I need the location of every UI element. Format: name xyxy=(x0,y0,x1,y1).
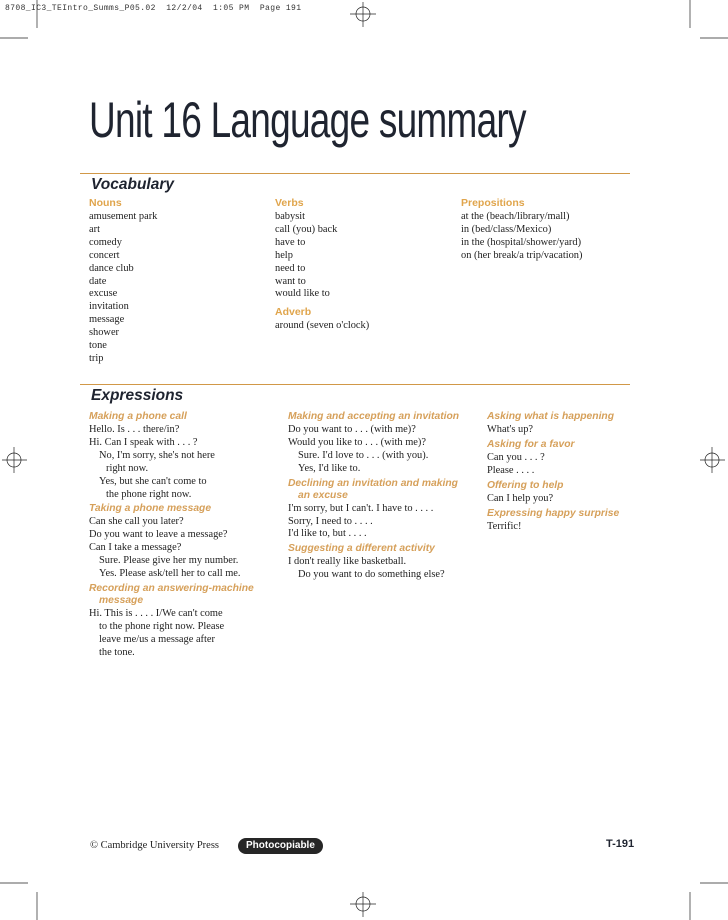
expression-line: the tone. xyxy=(99,646,135,658)
expression-line: Do you want to leave a message? xyxy=(89,529,228,541)
expression-line: the phone right now. xyxy=(106,488,192,500)
verb-item: would like to xyxy=(275,288,330,300)
expression-line: Terrific! xyxy=(487,520,522,532)
photocopiable-badge: Photocopiable xyxy=(238,838,323,854)
preposition-item: on (her break/a trip/vacation) xyxy=(461,249,583,261)
expressions-column-1 xyxy=(89,409,279,660)
verb-item: call (you) back xyxy=(275,223,338,235)
expression-line: Can I take a message? xyxy=(89,542,182,554)
surprise-heading: Expressing happy surprise xyxy=(487,507,620,519)
declining-heading: Declining an invitation and making xyxy=(288,477,458,489)
noun-item: excuse xyxy=(89,288,118,300)
noun-item: message xyxy=(89,314,125,326)
expression-line: Hi. Can I speak with . . . ? xyxy=(89,436,198,448)
expression-line: Can I help you? xyxy=(487,492,554,504)
expression-line: to the phone right now. Please xyxy=(99,620,225,632)
adverb-item: around (seven o'clock) xyxy=(275,320,370,332)
phone-call-heading: Making a phone call xyxy=(89,411,187,422)
prepositions-label: Prepositions xyxy=(461,197,525,209)
preposition-item: at the (beach/library/mall) xyxy=(461,211,570,222)
expression-line: Hi. This is . . . . I/We can't come xyxy=(89,607,223,619)
expression-line: Do you want to . . . (with me)? xyxy=(288,424,416,435)
expression-line: I'd like to, but . . . . xyxy=(288,528,367,540)
invitation-heading: Making and accepting an invitation xyxy=(288,411,460,422)
help-heading: Offering to help xyxy=(487,479,564,491)
adverb-label: Adverb xyxy=(275,306,312,319)
noun-item: shower xyxy=(89,327,120,339)
noun-item: amusement park xyxy=(89,211,158,222)
phone-message-heading: Taking a phone message xyxy=(89,503,212,515)
expression-line: Yes. Please ask/tell her to call me. xyxy=(99,568,241,580)
verb-item: help xyxy=(275,249,293,261)
expression-line: No, I'm sorry, she's not here xyxy=(99,449,215,461)
asking-heading: Asking what is happening xyxy=(487,411,615,422)
expression-line: Can she call you later? xyxy=(89,516,184,528)
recording-heading: Recording an answering-machine xyxy=(89,582,254,594)
expression-line: What's up? xyxy=(487,424,534,435)
expression-line: Hello. Is . . . there/in? xyxy=(89,424,180,435)
verb-item: need to xyxy=(275,262,306,274)
noun-item: date xyxy=(89,275,107,287)
expression-line: Yes, I'd like to. xyxy=(298,462,361,474)
expression-line: leave me/us a message after xyxy=(99,633,215,645)
prepositions-column xyxy=(461,196,631,263)
noun-item: tone xyxy=(89,340,107,352)
expression-line: Sure. Please give her my number. xyxy=(99,555,239,567)
expression-line: Please . . . . xyxy=(487,464,535,476)
expressions-column-2 xyxy=(288,409,478,582)
noun-item: invitation xyxy=(89,301,129,313)
expression-line: Sure. I'd love to . . . (with you). xyxy=(298,449,429,461)
expression-line: Would you like to . . . (with me)? xyxy=(288,436,426,448)
vocabulary-heading: Vocabulary xyxy=(91,176,174,193)
declining-heading-cont: an excuse xyxy=(298,489,348,501)
favor-heading: Asking for a favor xyxy=(487,438,575,450)
expression-line: I'm sorry, but I can't. I have to . . . . xyxy=(288,502,434,514)
expression-line: Can you . . . ? xyxy=(487,451,545,463)
expression-line: Sorry, I need to . . . . xyxy=(288,515,373,527)
page-title: Unit 16 Language summary xyxy=(89,92,526,148)
suggesting-heading: Suggesting a different activity xyxy=(288,543,435,555)
section-rule xyxy=(80,173,630,174)
verb-item: babysit xyxy=(275,211,306,222)
noun-item: art xyxy=(89,223,100,235)
verb-item: want to xyxy=(275,275,306,287)
noun-item: trip xyxy=(89,352,104,364)
copyright-notice: © Cambridge University Press xyxy=(90,840,220,851)
section-rule xyxy=(80,384,630,385)
expressions-column-3 xyxy=(487,409,637,534)
page-number: T-191 xyxy=(606,838,635,850)
nouns-column xyxy=(89,196,259,366)
verbs-label: Verbs xyxy=(275,197,304,209)
expression-line: Do you want to do something else? xyxy=(298,569,445,581)
preposition-item: in the (hospital/shower/yard) xyxy=(461,236,582,248)
noun-item: comedy xyxy=(89,236,122,248)
verbs-column xyxy=(275,196,455,333)
expression-line: I don't really like basketball. xyxy=(288,556,407,568)
expression-line: right now. xyxy=(106,462,149,474)
expression-line: Yes, but she can't come to xyxy=(99,475,207,487)
nouns-label: Nouns xyxy=(89,197,122,209)
verb-item: have to xyxy=(275,236,306,248)
preposition-item: in (bed/class/Mexico) xyxy=(461,223,552,235)
noun-item: concert xyxy=(89,249,120,261)
expressions-heading: Expressions xyxy=(91,387,184,404)
print-slug: 8708_IC3_TEIntro_Summs_P05.02 12/2/04 1:05 PM Page 191 xyxy=(5,4,302,13)
noun-item: dance club xyxy=(89,262,134,274)
recording-heading-cont: message xyxy=(99,594,144,606)
